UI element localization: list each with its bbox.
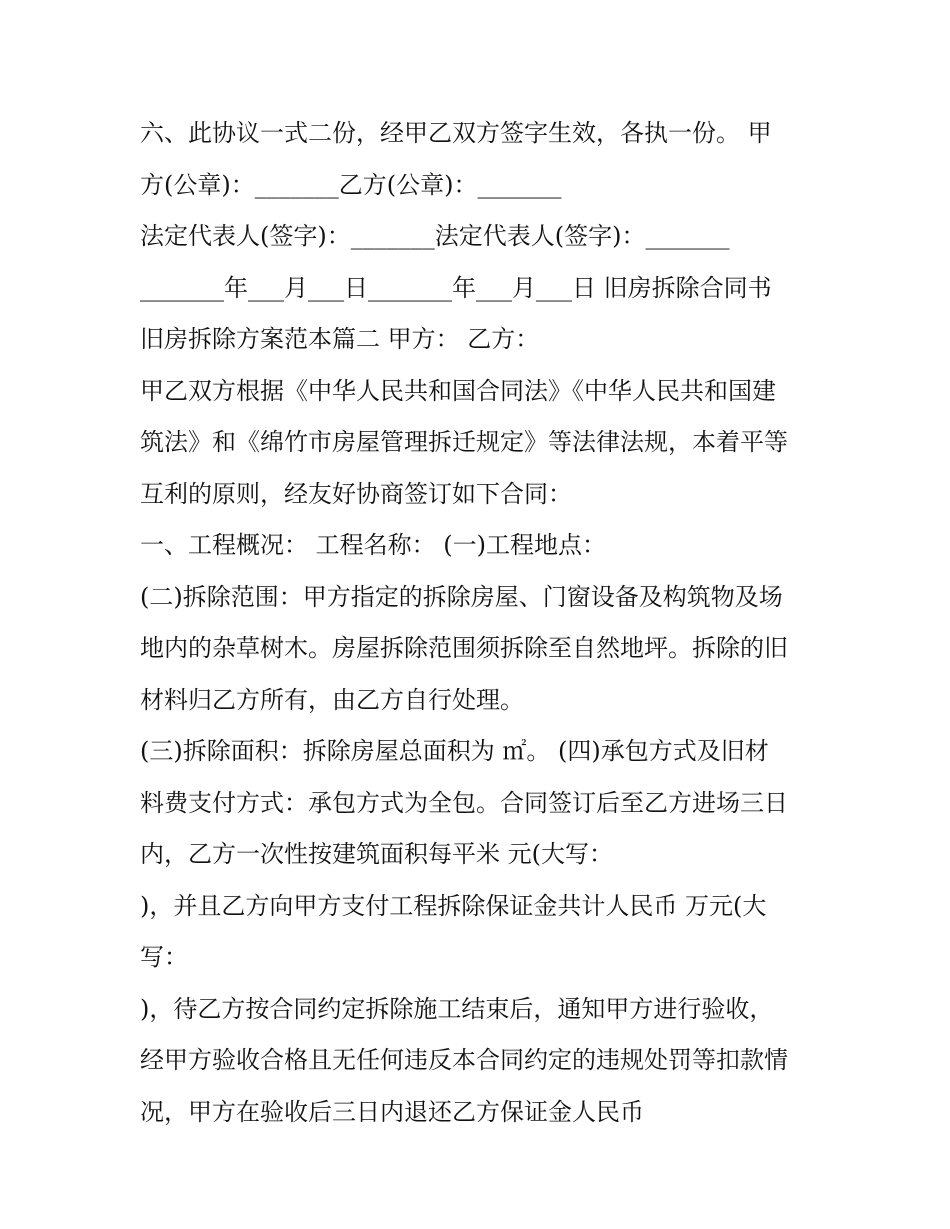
text-line: 写： bbox=[140, 943, 188, 971]
text-line: 甲乙双方根据《中华人民共和国合同法》《中华人民共和国建 bbox=[140, 376, 776, 405]
document-body bbox=[140, 108, 830, 1138]
text-line: 旧房拆除方案范本篇二 甲方： 乙方： bbox=[140, 325, 540, 353]
text-line: (三)拆除面积：拆除房屋总面积为 ㎡。 (四)承包方式及旧材 bbox=[140, 737, 769, 765]
text-line: 料费支付方式：承包方式为全包。合同签订后至乙方进场三日 bbox=[140, 788, 788, 817]
text-line: 互利的原则，经友好协商签订如下合同： bbox=[140, 479, 572, 508]
text-line: 地内的杂草树木。房屋拆除范围须拆除至自然地坪。拆除的旧 bbox=[140, 634, 788, 662]
text-line: 六、此协议一式二份，经甲乙双方签字生效，各执一份。 甲 bbox=[140, 119, 772, 147]
text-line: )，待乙方按合同约定拆除施工结束后，通知甲方进行验收， bbox=[140, 994, 774, 1023]
text-line: _______年___月___日_______年___月___日 旧房拆除合同书 bbox=[140, 273, 772, 302]
text-line: )，并且乙方向甲方支付工程拆除保证金共计人民币 万元(大 bbox=[140, 891, 767, 920]
text-line: 一、工程概况： 工程名称： (一)工程地点： bbox=[140, 531, 606, 559]
text-line: 经甲方验收合格且无任何违反本合同约定的违规处罚等扣款情 bbox=[140, 1046, 788, 1074]
text-line: 材料归乙方所有，由乙方自行处理。 bbox=[140, 685, 524, 714]
text-line: 方(公章)：_______乙方(公章)：_______ bbox=[140, 170, 562, 199]
text-line: 内，乙方一次性按建筑面积每平米 元(大写： bbox=[140, 840, 613, 868]
text-line: 法定代表人(签字)：_______法定代表人(签字)：_______ bbox=[140, 222, 730, 250]
text-line: 筑法》和《绵竹市房屋管理拆迁规定》等法律法规，本着平等 bbox=[140, 428, 788, 456]
text-line: 况，甲方在验收后三日内退还乙方保证金人民币 bbox=[140, 1097, 644, 1126]
text-line: (二)拆除范围：甲方指定的拆除房屋、门窗设备及构筑物及场 bbox=[140, 582, 783, 611]
